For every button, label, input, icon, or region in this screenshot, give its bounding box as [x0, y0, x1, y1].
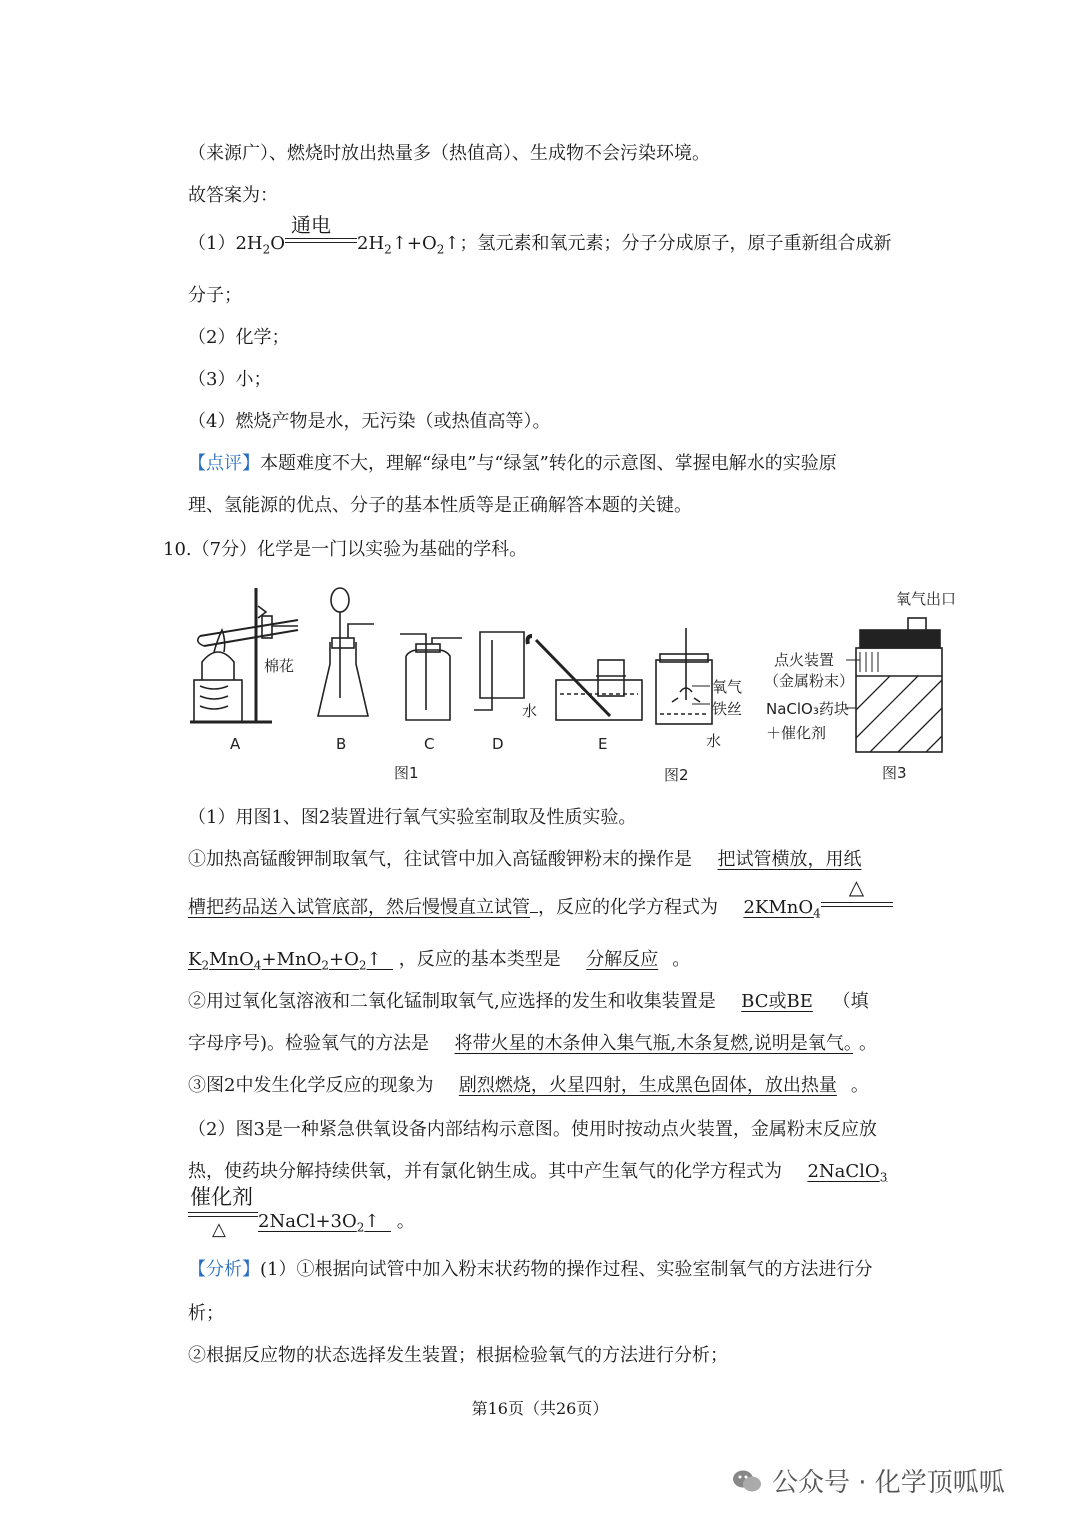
sub: 3 — [879, 1170, 888, 1185]
sub: 2 — [436, 242, 445, 257]
sub: 4 — [253, 958, 262, 973]
apparatus-fig2 — [656, 628, 712, 724]
label-d: D — [492, 735, 504, 753]
label-naclo3: NaClO₃药块 — [766, 700, 849, 718]
fig3-cap — [860, 630, 940, 648]
a-test-tube — [200, 620, 298, 636]
analysis-text: (1）①根据向试管中加入粉末状药物的操作过程、实验室制氧气的方法进行分 — [260, 1259, 873, 1280]
label-c: C — [424, 735, 435, 753]
eq-bar — [188, 1216, 258, 1217]
eq-condition — [285, 213, 357, 251]
eq-part: +O — [329, 949, 359, 970]
q-line-5 — [188, 990, 869, 1014]
q-text: ，反应的化学方程式为 — [538, 897, 718, 918]
a-tube-bottom — [198, 636, 204, 646]
sub: 2 — [356, 1220, 365, 1235]
comment-text: 本题难度不大，理解“绿电”与“绿氢”转化的示意图、掌握电解水的实验原 — [260, 453, 837, 474]
q-line-4 — [188, 948, 690, 972]
eq-bar — [188, 1212, 258, 1213]
eq-part: MnO — [209, 949, 254, 970]
label-b: B — [336, 735, 347, 753]
comment-line-1 — [188, 452, 837, 476]
eq-part: +MnO — [261, 949, 322, 970]
apparatus-e — [528, 636, 643, 720]
equation-line-1 — [188, 213, 892, 257]
d-bottle — [480, 632, 524, 698]
b-flask — [318, 642, 368, 716]
answer-fill — [729, 897, 821, 921]
label-cotton: 棉花 — [264, 657, 295, 675]
q-line-7 — [188, 1074, 869, 1098]
comment-tag: 【点评】 — [188, 453, 260, 474]
answer-fill — [188, 949, 393, 973]
eq-condition — [821, 875, 893, 915]
apparatus-a — [190, 588, 298, 722]
e-tube — [536, 640, 610, 716]
label-water-2: 水 — [706, 732, 722, 750]
a-lamp — [202, 652, 234, 680]
e-collection-bottle — [598, 660, 624, 696]
answer-fill: 将带火星的木条伸入集气瓶,木条复燃,说明是氧气。 — [454, 1033, 853, 1054]
q-line-8: （2）图3是一种紧急供氧设备内部结构示意图。使用时按动点火装置，金属粉末反应放 — [188, 1119, 877, 1140]
label-water: 水 — [522, 702, 538, 720]
eq-bar — [821, 902, 893, 903]
comment-line-2: 理、氢能源的优点、分子的基本性质等是正确解答本题的关键。 — [188, 495, 692, 516]
watermark-text: 公众号 · 化学顶呱呱 — [772, 1468, 1005, 1498]
q-text: （填 — [832, 991, 869, 1012]
eq-part: 2KMnO — [743, 897, 814, 918]
fig3-body — [856, 648, 942, 752]
page-footer: 第16页（共26页） — [471, 1399, 609, 1418]
text-line-1: （来源广）、燃烧时放出热量多（热值高）、生成物不会污染环境。 — [188, 143, 710, 164]
q-text: 字母序号)。检验氧气的方法是 — [188, 1033, 430, 1054]
eq-part: 2H — [357, 233, 385, 254]
e-tube-end — [528, 636, 533, 644]
apparatus-figure — [180, 580, 970, 790]
answer-fill: 槽把药品送入试管底部，然后慢慢直立试管 — [188, 897, 530, 918]
q-text: ①加热高锰酸钾制取氧气，往试管中加入高锰酸钾粉末的操作是 — [188, 849, 692, 870]
label-oxygen-outlet: 氧气出口 — [896, 590, 957, 608]
apparatus-b — [318, 588, 374, 716]
q-text: ③图2中发生化学反应的现象为 — [188, 1075, 434, 1096]
c-short-tube — [432, 638, 462, 644]
eq-part: ↑ — [366, 949, 382, 970]
condition-text: 催化剂 — [190, 1185, 253, 1209]
eq-bar — [821, 906, 893, 907]
eq-part: （1）2H — [188, 233, 263, 254]
fig3-igniter — [860, 652, 878, 672]
eq-part: K — [188, 949, 202, 970]
text-line-7: （4）燃烧产物是水，无污染（或热值高等）。 — [188, 411, 551, 432]
text-line-4: 分子； — [188, 285, 242, 306]
q-line-6 — [188, 1032, 877, 1056]
q-text: 。 — [858, 1033, 877, 1054]
e-trough — [556, 680, 642, 720]
text-line-6: （3）小； — [188, 369, 272, 390]
q-text: 。 — [396, 1211, 415, 1232]
label-a: A — [230, 735, 241, 753]
fig3-hatch — [856, 676, 942, 752]
label-igniter: 点火装置 — [774, 651, 835, 669]
c-long-tube — [400, 634, 426, 710]
wechat-icon — [732, 1468, 762, 1494]
eq-part: O — [270, 233, 286, 254]
text-line-5: （2）化学； — [188, 327, 290, 348]
q-text: ，反应的基本类型是 — [398, 949, 561, 970]
sub: 2 — [201, 958, 210, 973]
answer-fill: 剧烈燃烧，火星四射，生成黑色固体，放出热量 — [458, 1075, 837, 1096]
apparatus-c — [400, 634, 462, 720]
c-bottle — [406, 650, 450, 720]
answer-fill: 把试管横放，用纸 — [717, 849, 862, 870]
question-10-title: 10.（7分）化学是一门以实验为基础的学科。 — [163, 539, 528, 560]
eq-part: 2NaCl+3O — [258, 1211, 357, 1232]
apparatus-fig3 — [846, 618, 942, 752]
q-line-1: （1）用图1、图2装置进行氧气实验室制取及性质实验。 — [188, 807, 637, 828]
analysis-line-1 — [188, 1258, 872, 1282]
answer-fill — [258, 1211, 391, 1235]
label-fig3: 图3 — [882, 764, 907, 782]
b-outlet — [348, 624, 374, 638]
eq-part: ↑+O — [391, 233, 437, 254]
d-tube — [474, 640, 492, 710]
label-iron-wire: 铁丝 — [712, 700, 743, 718]
label-metal-powder: （金属粉末） — [764, 672, 855, 690]
q-line-2 — [188, 848, 861, 872]
underline-pad — [530, 912, 538, 913]
label-fig2: 图2 — [664, 766, 689, 784]
q-text: 。 — [672, 949, 691, 970]
text-line-answer-label: 故答案为： — [188, 185, 278, 206]
condition-text: △ — [848, 875, 865, 899]
answer-fill: BC或BE — [741, 991, 813, 1012]
condition-text: △ — [212, 1219, 226, 1240]
q-text: 热，使药块分解持续供氧，并有氯化钠生成。其中产生氧气的化学方程式为 — [188, 1161, 782, 1182]
condition-text: 通电 — [291, 213, 332, 237]
analysis-tag: 【分析】 — [188, 1259, 260, 1280]
eq-part: ↑；氢元素和氧元素；分子分成原子，原子重新组合成新 — [444, 233, 892, 254]
q-line-3 — [188, 875, 893, 921]
eq-bar — [285, 242, 357, 243]
label-e: E — [598, 735, 608, 753]
label-oxygen: 氧气 — [712, 678, 743, 696]
b-funnel — [331, 588, 349, 612]
q-text: 。 — [850, 1075, 869, 1096]
a-wood-grain — [200, 686, 228, 709]
sub: 2 — [321, 958, 330, 973]
apparatus-d — [474, 632, 524, 710]
eq-part: ↑ — [364, 1211, 380, 1232]
sub: 4 — [813, 906, 821, 921]
analysis-line-2: 析； — [188, 1303, 224, 1324]
watermark — [732, 1462, 1005, 1499]
q-line-9 — [188, 1160, 887, 1184]
label-fig1: 图1 — [394, 764, 419, 782]
q-line-10 — [188, 1185, 415, 1240]
eq-bar — [285, 238, 357, 239]
sub: 2 — [262, 242, 271, 257]
analysis-line-3: ②根据反应物的状态选择发生装置；根据检验氧气的方法进行分析； — [188, 1345, 728, 1366]
eq-condition — [188, 1185, 258, 1240]
b-stopper — [332, 638, 354, 648]
sub: 2 — [384, 242, 392, 257]
q-text: ②用过氧化氢溶液和二氧化锰制取氧气,应选择的发生和收集装置是 — [188, 991, 716, 1012]
eq-part: 2NaClO — [807, 1161, 880, 1182]
answer-fill — [793, 1161, 888, 1185]
sub: 2 — [358, 958, 367, 973]
label-catalyst: ＋催化剂 — [766, 724, 827, 742]
answer-fill: 分解反应 — [586, 949, 659, 970]
